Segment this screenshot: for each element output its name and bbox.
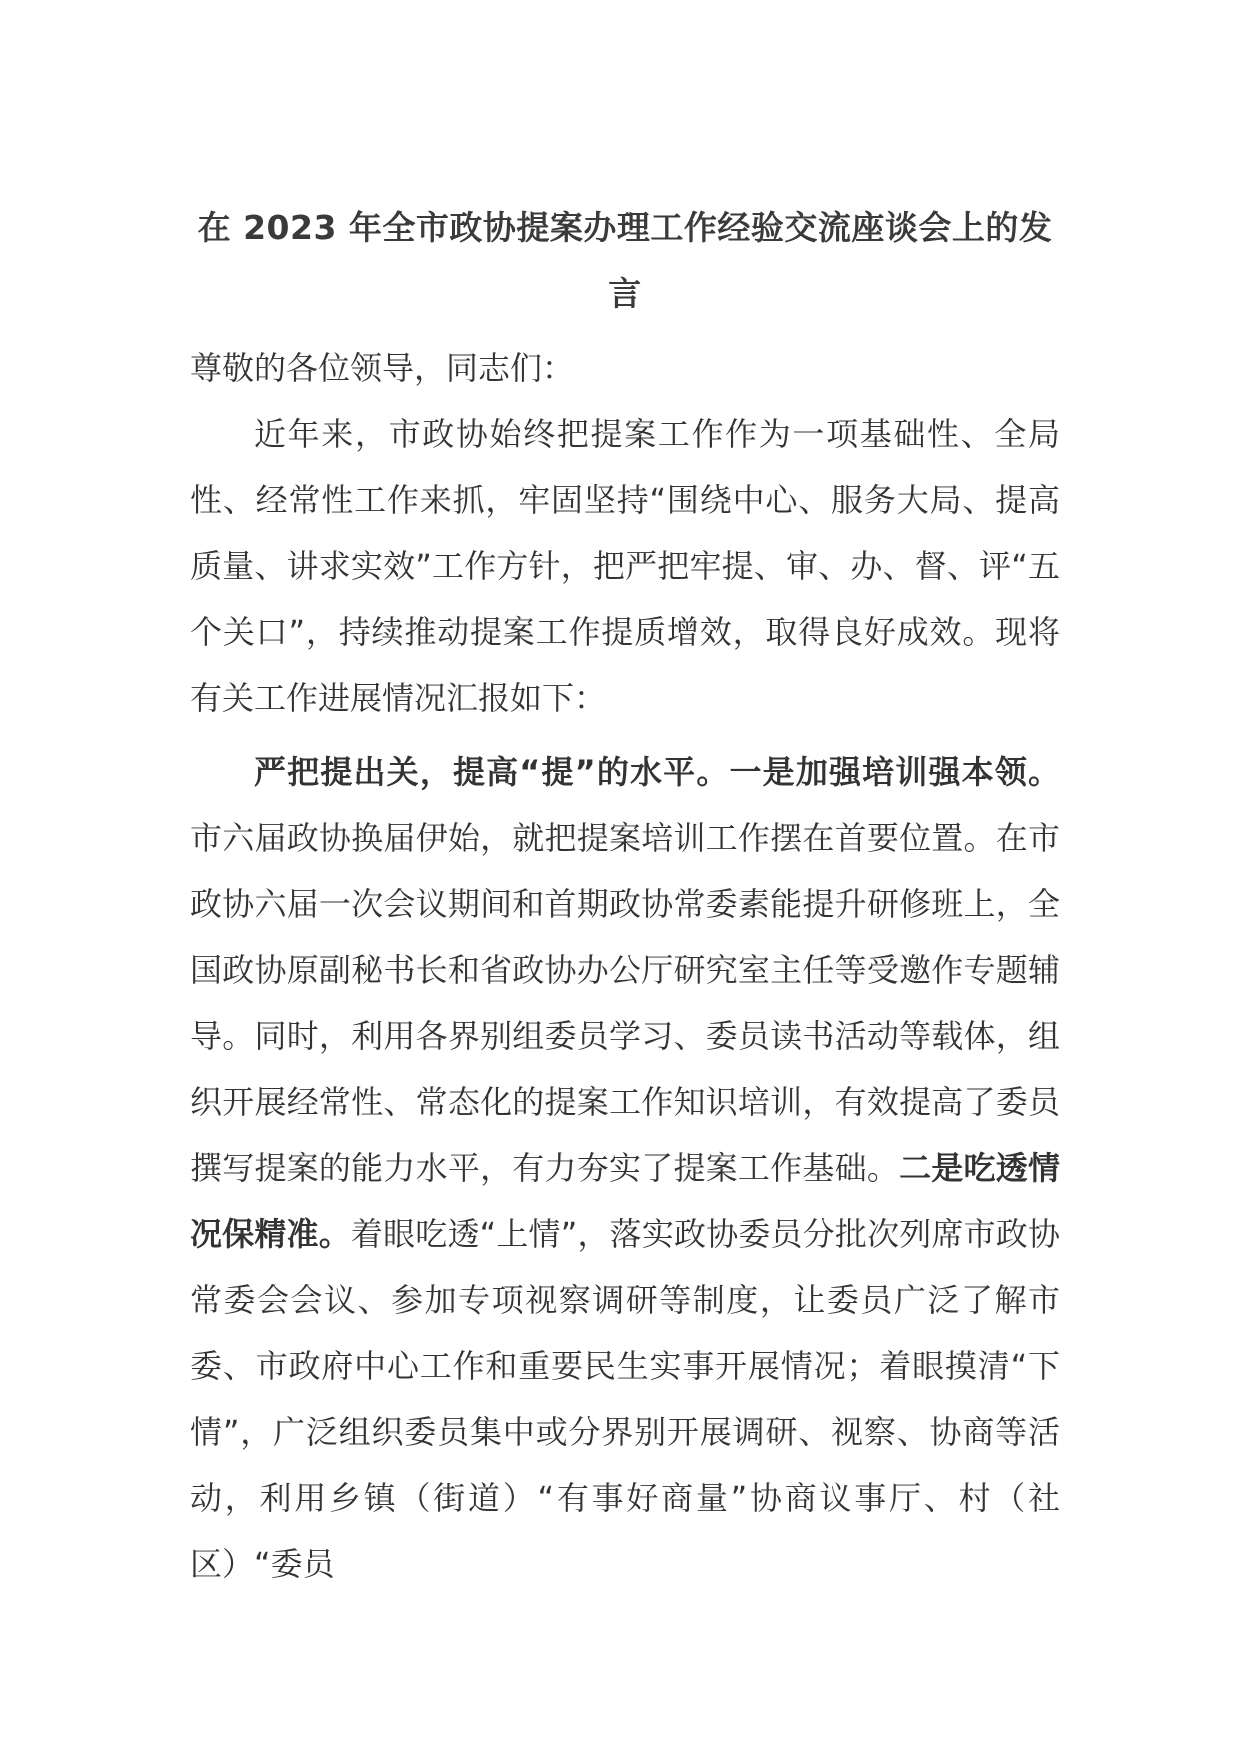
document-page <box>190 195 1060 1597</box>
point1-text: 市六届政协换届伊始，就把提案培训工作摆在首要位置。在市政协六届一次会议期间和首期政协常委素能提升研修班上，全国政协原副秘书长和省政协办公厅研究室主任等受邀作专题辅导。同时，利用各界别组委员学习、委员读书活动等载体，组织开展经常性、常态化的提案工作知识培训，有效提高了委员撰写提案的能力水平，有力夯实了提案工作基础。 <box>190 819 1060 1187</box>
salutation: 尊敬的各位领导，同志们： <box>190 349 575 387</box>
paragraph-intro: 近年来，市政协始终把提案工作作为一项基础性、全局性、经常性工作来抓，牢固坚持“围绕中心、服务大局、提高质量、讲求实效”工作方针，把严把牢提、审、办、督、评“五个关口”，持续推动提案工作提质增效，取得良好成效。现将有关工作进展情况汇报如下： <box>190 415 1060 717</box>
point2-text: 着眼吃透“上情”，落实政协委员分批次列席市政协常委会会议、参加专项视察调研等制度，让委员广泛了解市委、市政府中心工作和重要民生实事开展情况；着眼摸清“下情”，广泛组织委员集中或分界别开展调研、视察、协商等活动，利用乡镇（街道）“有事好商量”协商议事厅、村（社区）“委员 <box>190 1215 1060 1583</box>
paragraph-proposal-submission <box>190 739 1060 1597</box>
point2-heading: 二是吃透情况保精准。 <box>190 1149 1060 1253</box>
document-title: 在 2023 年全市政协提案办理工作经验交流座谈会上的发言 <box>197 208 1053 313</box>
section-heading: 严把提出关，提高“提”的水平。 <box>254 753 730 791</box>
point1-heading: 一是加强培训强本领。 <box>729 753 1060 791</box>
